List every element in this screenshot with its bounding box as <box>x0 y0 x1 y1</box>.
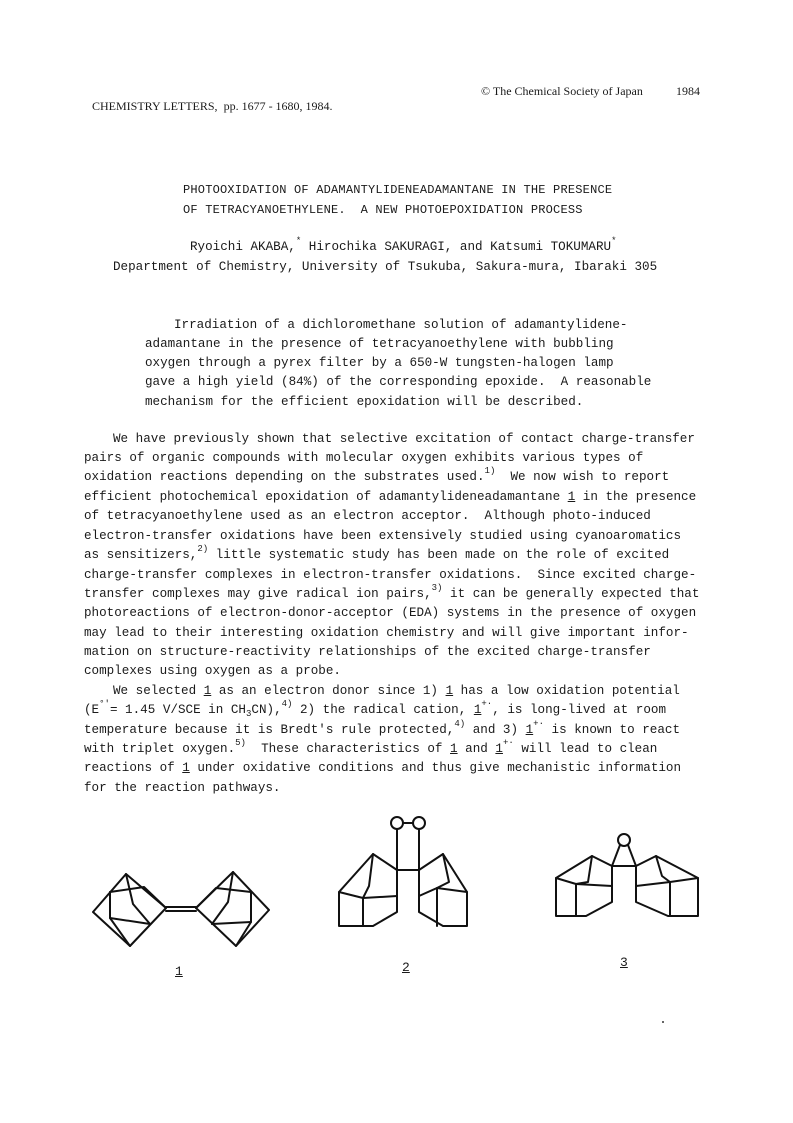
body-line: pairs of organic compounds with molecular oxygen exhibits various types of <box>84 451 644 465</box>
body-line: oxidation reactions depending on the substrates used.$^{1)}$ We now wish to report <box>84 466 670 484</box>
body-line: transfer complexes may give radical ion pairs,$^{3)}$ it can be generally expected that <box>84 583 700 601</box>
abstract-line: Irradiation of a dichloromethane solution of adamantylidene- <box>174 318 628 332</box>
page-range: pp. 1677 - 1680, 1984. <box>223 99 333 113</box>
structure-2-label: 2 <box>402 960 410 975</box>
abstract-line: mechanism for the efficient epoxidation will be described. <box>145 395 584 409</box>
scan-speck <box>662 1021 664 1023</box>
copyright-notice: © The Chemical Society of Japan <box>481 84 643 98</box>
compound-ref: 1 <box>203 684 212 698</box>
title-line-1: PHOTOOXIDATION OF ADAMANTYLIDENEADAMANTANE IN THE PRESENCE <box>183 183 613 197</box>
body-line: We have previously shown that selective excitation of contact charge-transfer <box>113 432 695 446</box>
structure-2-drawing <box>333 808 473 938</box>
body-line: of tetracyanoethylene used as an electron acceptor. Although photo-induced <box>84 509 651 523</box>
title-line-2: OF TETRACYANOETHYLENE. A NEW PHOTOEPOXIDATION PROCESS <box>183 203 583 217</box>
citation-ref: 4) <box>454 719 466 729</box>
journal-name: CHEMISTRY LETTERS, pp. 1677 - 1680, 1984. <box>92 99 333 113</box>
body-line: temperature because it is Bredt's rule protected,$^{4)}$ and 3) 1+· is known to react <box>84 719 681 737</box>
affiliation: Department of Chemistry, University of Tsukuba, Sakura-mura, Ibaraki 305 <box>113 260 658 274</box>
body-line: photoreactions of electron-donor-acceptor (EDA) systems in the presence of oxygen <box>84 606 697 620</box>
body-line: (E°'= 1.45 V/SCE in $CH_3CN),^{4)}$ 2) the radical cation, 1+·, is long-lived at room <box>84 699 667 719</box>
body-line: charge-transfer complexes in electron-transfer oxidations. Since excited charge- <box>84 568 697 582</box>
body-line: as sensitizers,$^{2)}$ little systematic study has been made on the role of excited <box>84 544 670 562</box>
body-line: We selected 1 as an electron donor since 1) 1 has a low oxidation potential <box>113 684 680 698</box>
publication-year: 1984 <box>676 84 700 98</box>
abstract-line: gave a high yield (84%) of the corresponding epoxide. A reasonable <box>145 375 652 389</box>
abstract-line: oxygen through a pyrex filter by a 650-W tungsten-halogen lamp <box>145 356 614 370</box>
body-line: complexes using oxygen as a probe. <box>84 664 341 678</box>
citation-ref: 3) <box>431 583 443 593</box>
body-line: may lead to their interesting oxidation chemistry and will give important infor- <box>84 626 689 640</box>
structure-1-label: 1 <box>175 964 183 979</box>
author-list: Ryoichi AKABA,* Hirochika SAKURAGI, and Katsumi TOKUMARU* <box>190 236 617 254</box>
body-line: electron-transfer oxidations have been extensively studied using cyanoaromatics <box>84 529 682 543</box>
body-line: with triplet oxygen.$^{5)}$ These characteristics of 1 and 1+· will lead to clean <box>84 738 658 756</box>
compound-ref: 1 <box>445 684 454 698</box>
structure-3-label: 3 <box>620 955 628 970</box>
abstract-line: adamantane in the presence of tetracyanoethylene with bubbling <box>145 337 614 351</box>
body-line: efficient photochemical epoxidation of adamantylideneadamantane 1 in the presence <box>84 490 697 504</box>
body-line: reactions of 1 under oxidative conditions and thus give mechanistic information <box>84 761 682 775</box>
citation-ref: 5) <box>235 738 246 748</box>
body-line: for the reaction pathways. <box>84 781 281 795</box>
body-line: mation on structure-reactivity relationships of the excited charge-transfer <box>84 645 651 659</box>
citation-ref: 2) <box>197 544 209 554</box>
citation-ref: 4) <box>281 699 293 709</box>
compound-ref: 1 <box>567 490 576 504</box>
structure-3-drawing <box>548 826 708 926</box>
structure-1-drawing <box>88 862 274 952</box>
citation-ref: 1) <box>484 466 496 476</box>
